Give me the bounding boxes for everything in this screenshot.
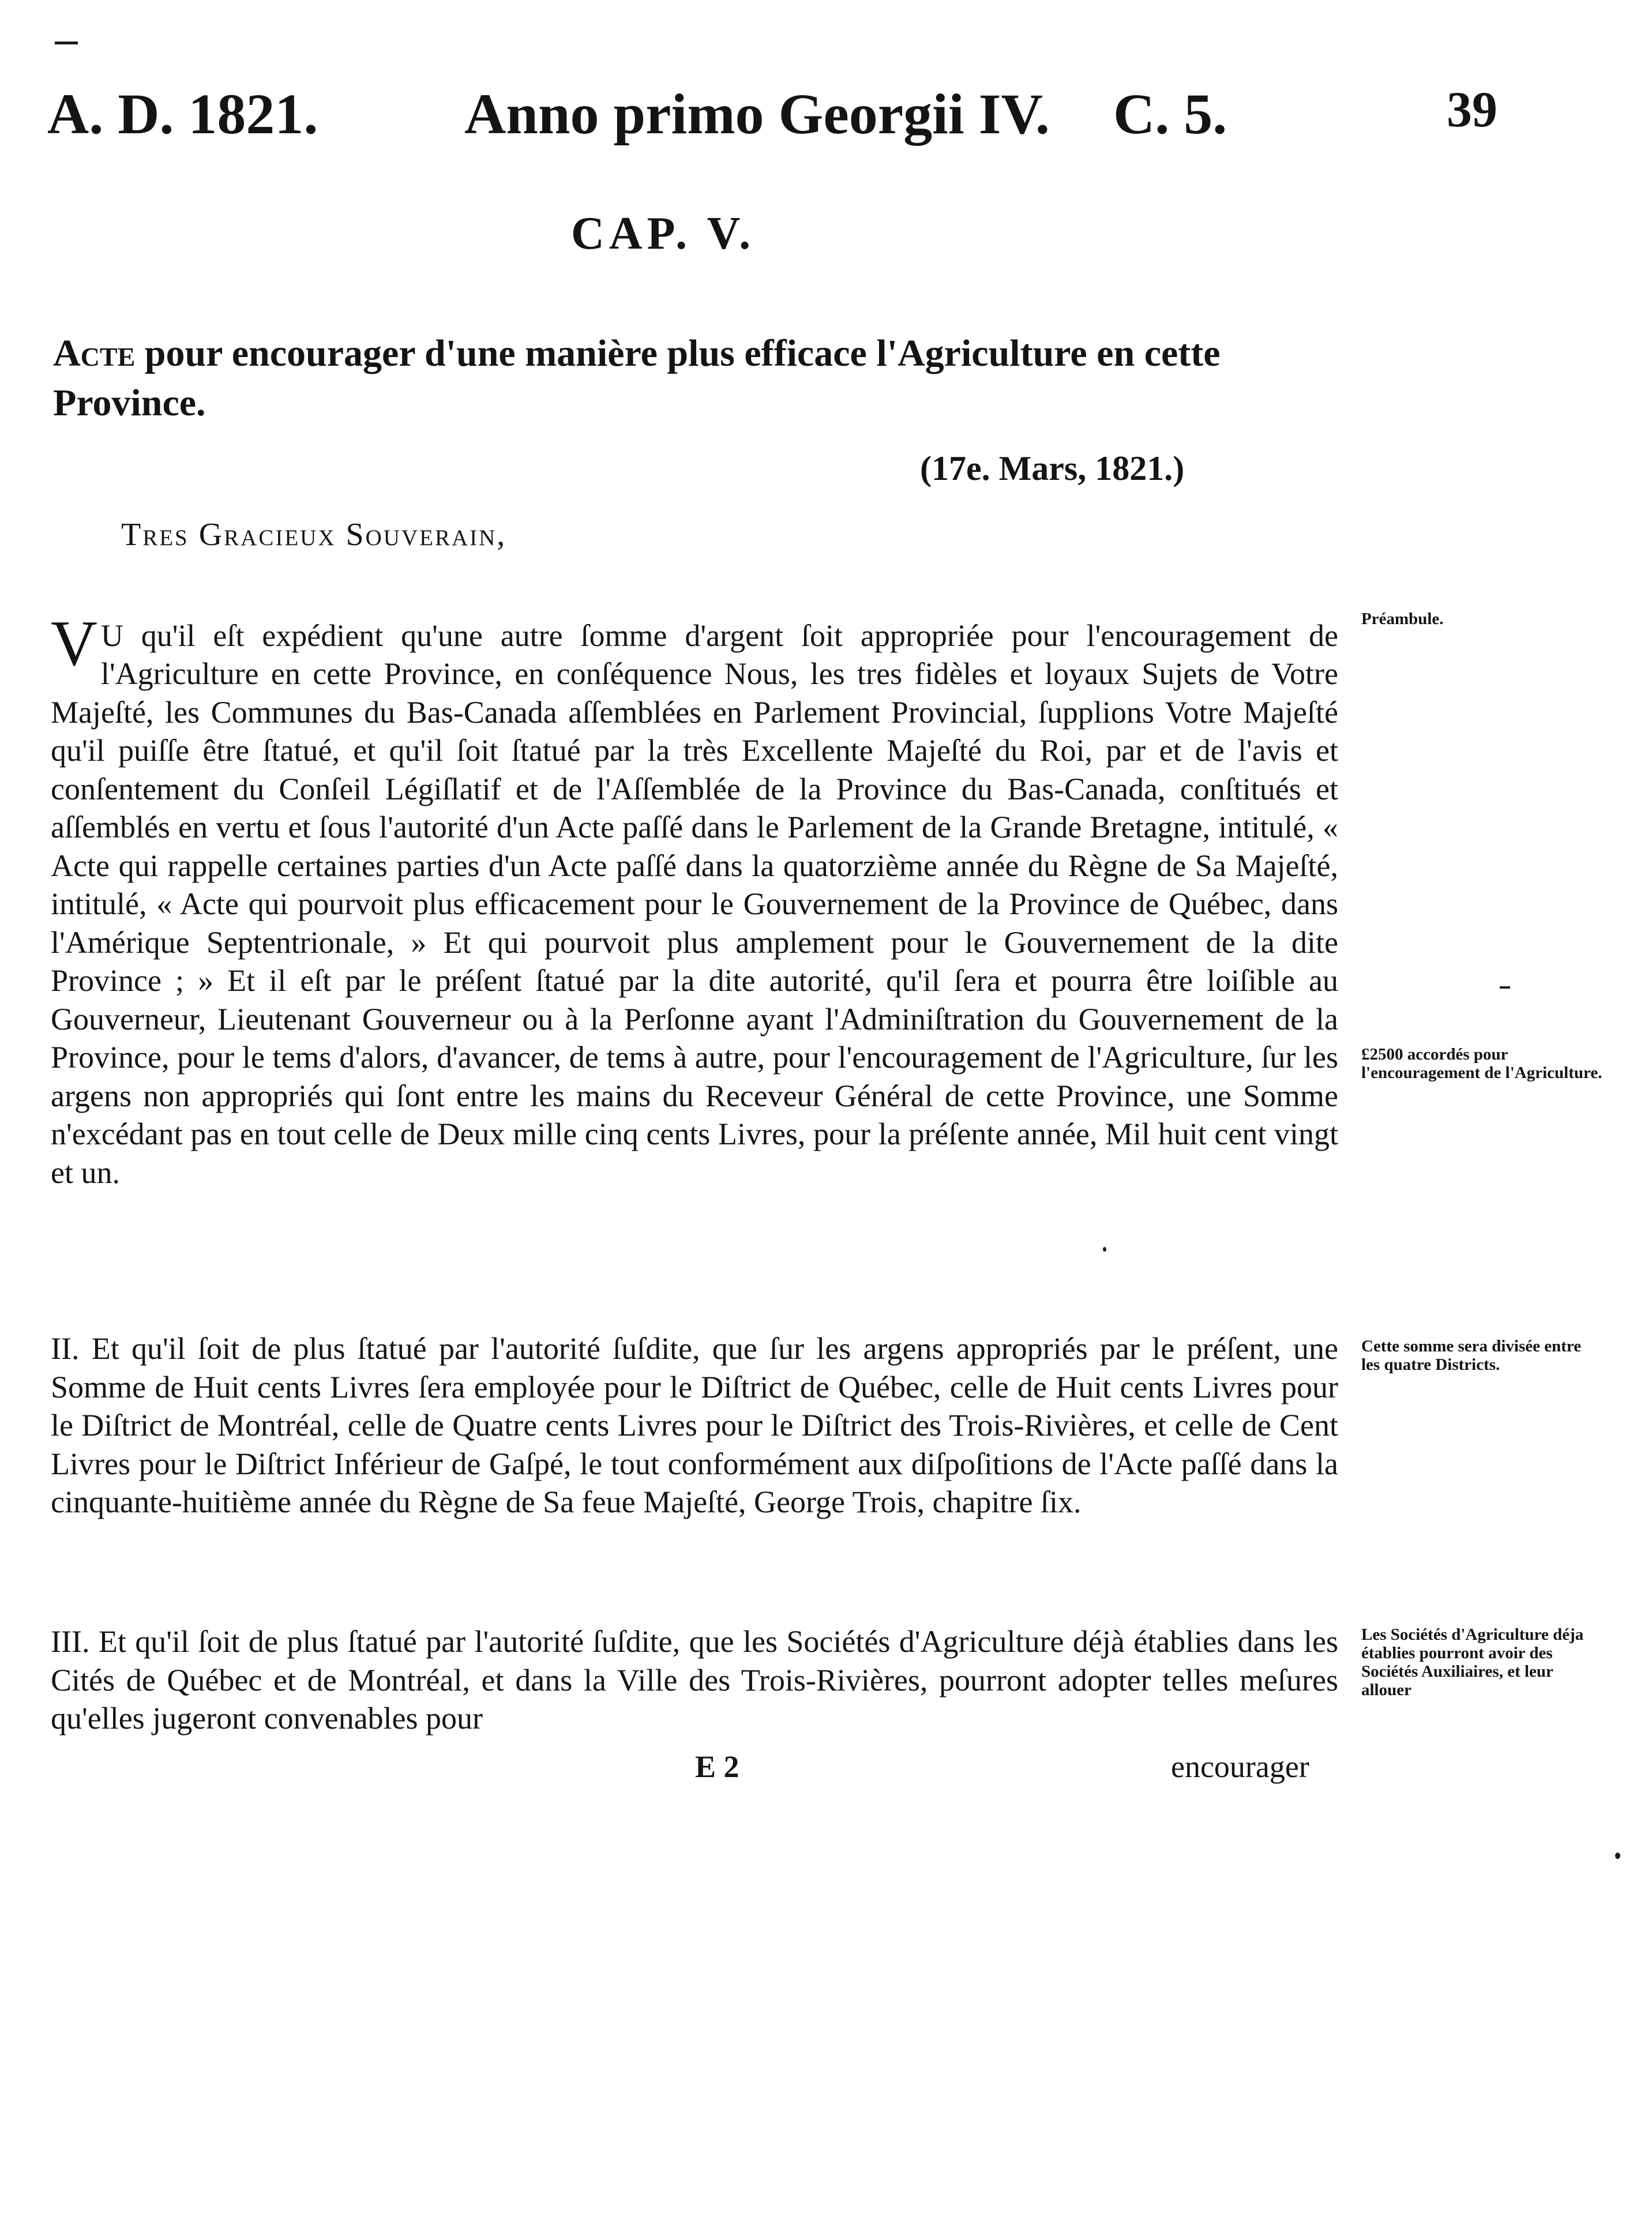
act-title-text: pour encourager d'une manière plus efficace l'Agriculture en cette Province. xyxy=(53,332,1221,424)
paragraph-preamble xyxy=(51,578,1338,1270)
page-number: 39 xyxy=(1447,82,1497,138)
act-title-lead: Acte xyxy=(53,332,136,374)
print-speck xyxy=(1500,986,1510,989)
drop-cap: V xyxy=(51,607,97,679)
signature-mark: E 2 xyxy=(695,1749,739,1784)
print-speck xyxy=(1103,1247,1106,1252)
margin-note-sum-granted: £2500 accordés pour l'encouragement de l'Agriculture. xyxy=(1361,1045,1602,1082)
act-title xyxy=(53,329,1339,428)
paragraph-section-2: II. Et qu'il ſoit de plus ſtatué par l'autorité ſuſdite, que ſur les argens appropriés par le préſent, une Somme de Huit cents Livres ſera employée pour le Diſtrict de Québec, celle de Huit cents Livres pour le Diſtrict de Montréal, celle de Quatre cents Livres pour le Diſtrict des Trois-Rivières, et celle de Cent Livres pour le Diſtrict Inférieur de Gaſpé, le tout conformément aux diſpoſitions de l'Acte paſſé dans la cinquante-huitième année du Règne de Sa feue Majeſté, George Trois, chapitre ſix. xyxy=(51,1331,1338,1519)
act-date: (17e. Mars, 1821.) xyxy=(920,449,1185,487)
running-header-year: A. D. 1821. xyxy=(47,82,318,146)
print-speck xyxy=(1615,1853,1620,1859)
running-header-title: Anno primo Georgii IV. xyxy=(464,82,1050,146)
catchword: encourager xyxy=(1171,1749,1309,1784)
margin-note-societies: Les Sociétés d'Agriculture déja établies pourront avoir des Sociétés Auxiliaires, et leur allouer xyxy=(1361,1625,1584,1699)
paragraph-text: U qu'il eſt expédient qu'une autre ſomme d'argent ſoit appropriée pour l'encouragement de l'Agriculture en cette Province, en conſéquence Nous, les tres fidèles et loyaux Sujets de Votre Majeſté, les Communes du Bas-Canada aſſemblées en Parlement Provincial, ſupplions Votre Majeſté qu'il puiſſe être ſtatué, et qu'il ſoit ſtatué par la très Excellente Majeſté du Roi, par et de l'avis et conſentement du Conſeil Légiſlatif et de l'Aſſemblée de la Province du Bas-Canada, conſtitués et aſſemblés en vertu et ſous l'autorité d'un Acte paſſé dans le Parlement de la Grande Bretagne, intitulé, « Acte qui rappelle certaines parties d'un Acte paſſé dans la quatorzième année du Règne de Sa Majeſté, intitulé, « Acte qui pourvoit plus efficacement pour le Gouvernement de la Province de Québec, dans l'Amérique Septentrionale, » Et qui pourvoit plus amplement pour le Gouvernement de la dite Province ; » Et il eſt par le préſent ſtatué par la dite autorité, qu'il ſera et pourra être loiſible au Gouverneur, Lieutenant Gouverneur ou à la Perſonne ayant l'Adminiſtration du Gouvernement de la Province, pour le tems d'alors, d'avancer, de tems à autre, pour l'encouragement de l'Agriculture, ſur les argens non appropriés qui ſont entre les mains du Receveur Général de cette Province, une Somme n'excédant pas en tout celle de Deux mille cinq cents Livres, pour la préſente année, Mil huit cent vingt et un. xyxy=(51,618,1338,1190)
running-header-chapter: C. 5. xyxy=(1113,82,1227,146)
salutation: Tres Gracieux Souverain, xyxy=(121,517,507,553)
chapter-heading: CAP. V. xyxy=(571,208,756,259)
margin-note-preamble: Préambule. xyxy=(1361,610,1444,628)
print-speck xyxy=(55,42,78,44)
margin-note-division: Cette somme sera divisée entre les quatre Districts. xyxy=(1361,1337,1582,1374)
paragraph-section-3: III. Et qu'il ſoit de plus ſtatué par l'autorité ſuſdite, que les Sociétés d'Agriculture déjà établies dans les Cités de Québec et de Montréal, et dans la Ville des Trois-Rivières, pourront adopter telles meſures qu'elles jugeront convenables pour xyxy=(51,1624,1338,1736)
